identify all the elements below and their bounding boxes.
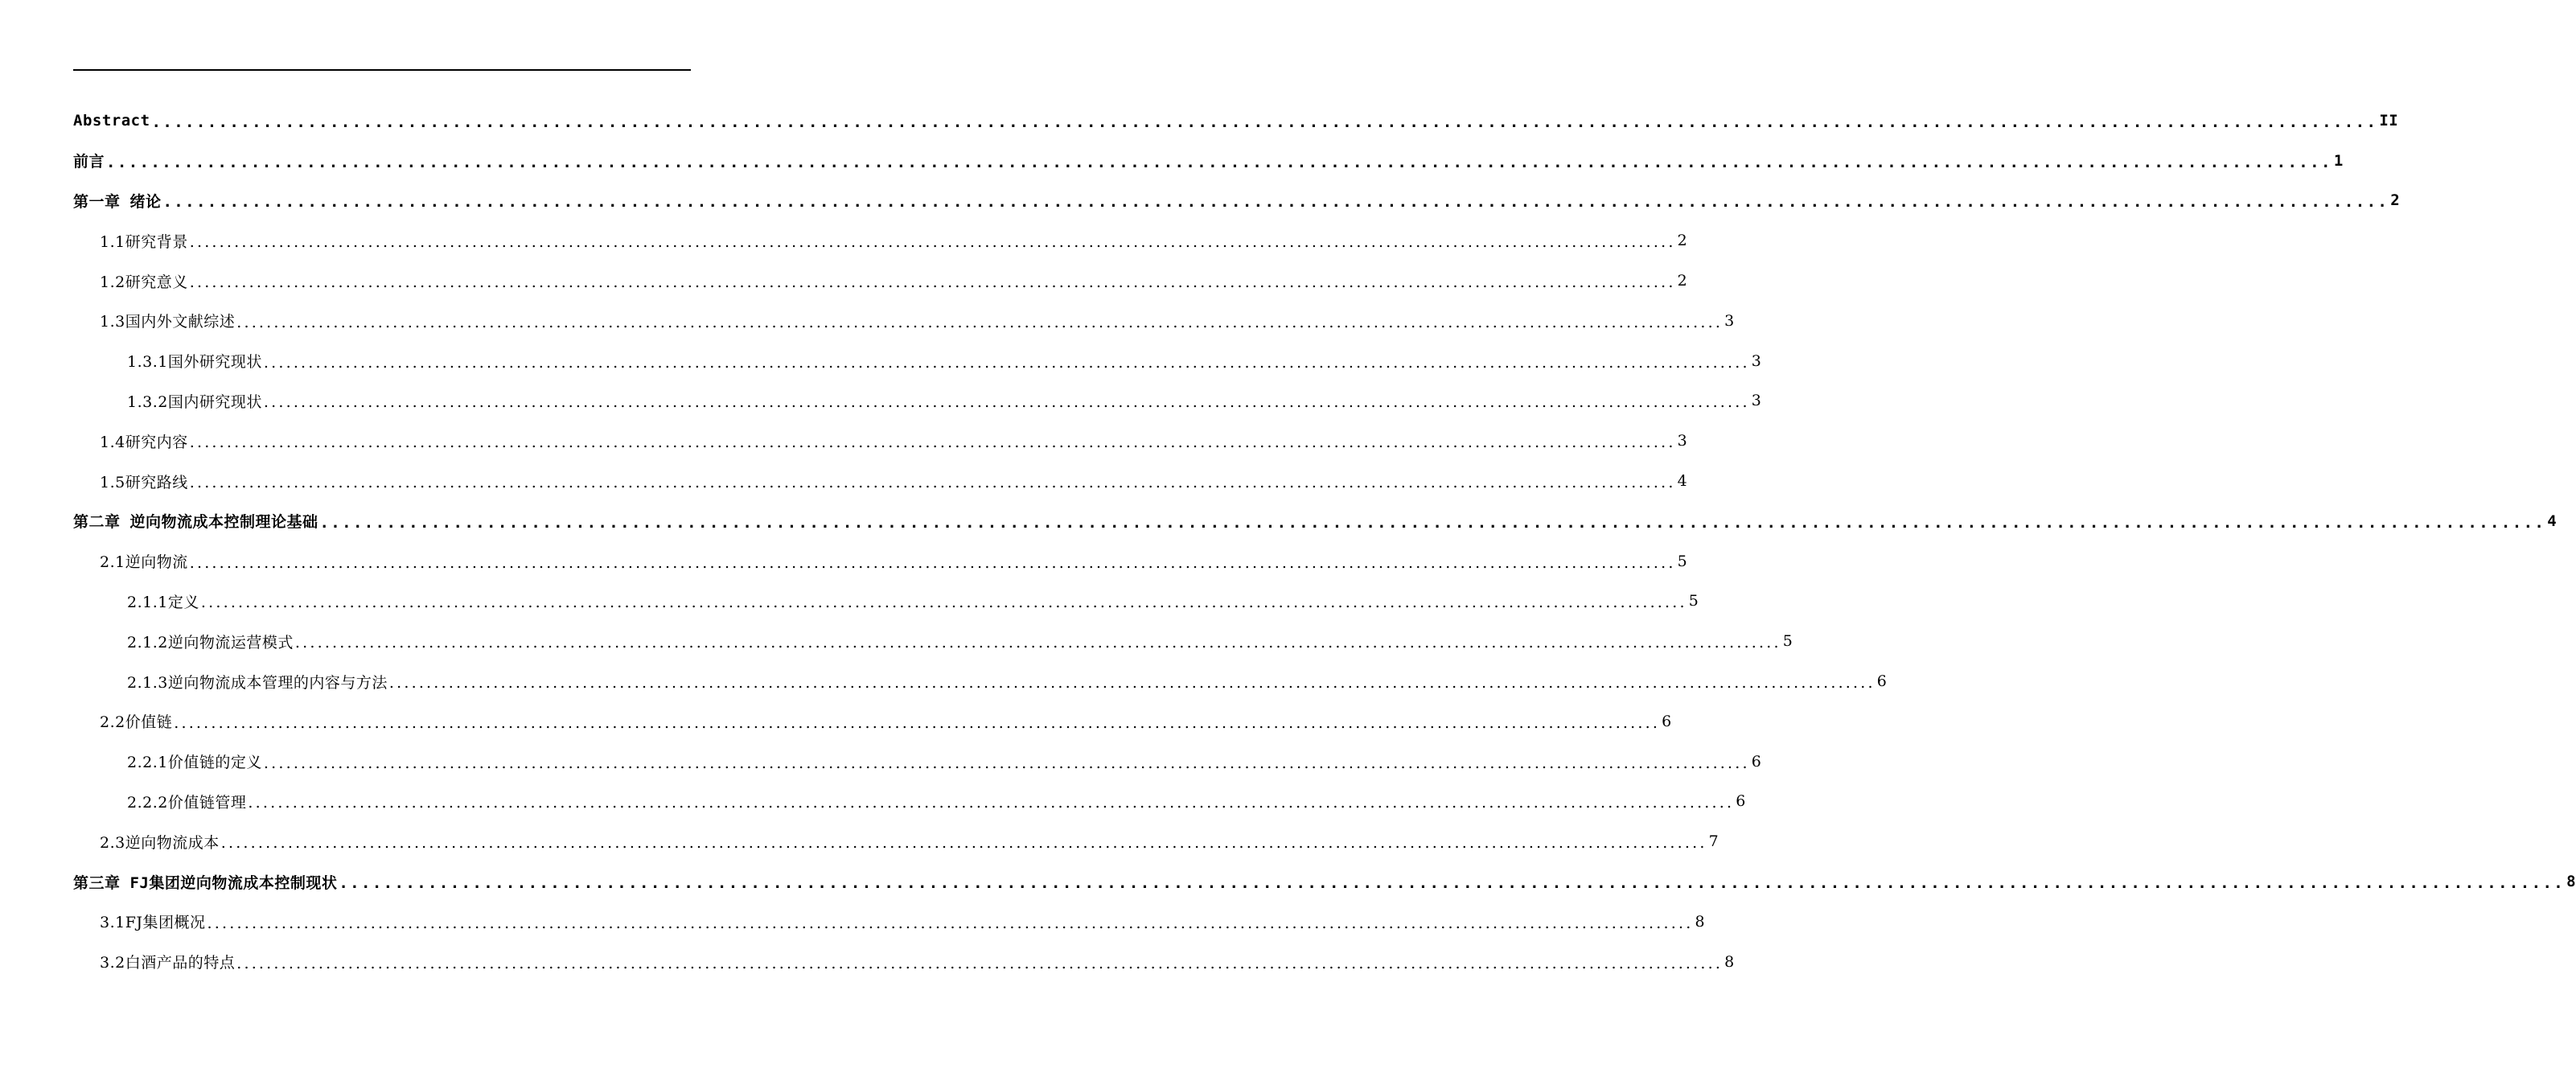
toc-entry-title: 2.2价值链: [100, 713, 173, 732]
toc-dot-leader: ........................................................................................................................................................................................................: [207, 914, 1694, 932]
toc-dot-leader: ........................................................................................................................................................................................................: [220, 834, 1707, 853]
toc-entry-page-number: 6: [1751, 752, 1762, 771]
toc-entry-page-number: 5: [1677, 552, 1688, 570]
toc-entry-page-number: 6: [1662, 712, 1672, 730]
toc-entry-page-number: 2: [1677, 232, 1688, 250]
toc-entry-title: 1.2研究意义: [100, 273, 188, 291]
toc-entry[interactable]: [0, 742, 1762, 782]
toc-dot-leader: ........................................................................................................................................................................................................: [236, 954, 1723, 972]
toc-entry-title: 3.1FJ集团概况: [100, 914, 206, 932]
toc-dot-leader: ........................................................................................................................................................................................................: [189, 434, 1676, 452]
toc-entry[interactable]: [0, 782, 1746, 822]
toc-entry[interactable]: [0, 461, 1688, 501]
toc-entry-title: 1.3国内外文献综述: [100, 313, 236, 331]
toc-entry-title: 前言: [73, 153, 105, 171]
toc-entry-page-number: 3: [1677, 432, 1688, 450]
toc-entry-page-number: 2: [2390, 191, 2401, 210]
toc-entry-page-number: 6: [1736, 792, 1746, 811]
toc-dot-leader: ........................................................................................................................................................................................................: [151, 113, 2378, 131]
toc-entry-title: 第三章 FJ集团逆向物流成本控制现状: [73, 873, 338, 892]
toc-entry[interactable]: [0, 541, 1688, 582]
toc-entry-page-number: 8: [2566, 873, 2576, 891]
toc-entry[interactable]: [0, 701, 1672, 742]
toc-dot-leader: ........................................................................................................................................................................................................: [189, 273, 1676, 291]
toc-entry-page-number: 7: [1708, 832, 1719, 851]
toc-entry-title: 1.5研究路线: [100, 473, 188, 491]
toc-dot-leader: ........................................................................................................................................................................................................: [263, 754, 1750, 772]
toc-dot-leader: ........................................................................................................................................................................................................: [189, 473, 1676, 491]
toc-dot-leader: ........................................................................................................................................................................................................: [174, 713, 1661, 732]
toc-dot-leader: ........................................................................................................................................................................................................: [248, 794, 1735, 812]
toc-dot-leader: ........................................................................................................................................................................................................: [162, 193, 2389, 212]
toc-entry-title: 第二章 逆向物流成本控制理论基础: [73, 513, 318, 532]
toc-entry[interactable]: [0, 181, 2401, 221]
toc-entry-title: 1.3.2国内研究现状: [127, 393, 262, 411]
toc-dot-leader: ........................................................................................................................................................................................................: [294, 634, 1781, 652]
toc-entry-page-number: 3: [1751, 351, 1762, 370]
toc-entry[interactable]: [0, 861, 2576, 902]
toc-entry-title: Abstract: [73, 111, 150, 129]
toc-entry-page-number: 5: [1782, 632, 1793, 651]
toc-entry[interactable]: [0, 220, 1688, 261]
toc-entry-title: 第一章 绪论: [73, 192, 162, 211]
toc-entry[interactable]: [0, 101, 2399, 141]
toc-entry-title: 2.3逆向物流成本: [100, 833, 220, 852]
toc-entry-page-number: 4: [1677, 472, 1688, 491]
toc-entry[interactable]: [0, 582, 1699, 622]
toc-entry[interactable]: [0, 621, 1793, 661]
toc-entry-page-number: 8: [1724, 952, 1735, 971]
toc-entry-page-number: 5: [1688, 592, 1699, 610]
toc-entry[interactable]: [0, 341, 1762, 381]
toc-entry-title: 2.2.1价值链的定义: [127, 754, 262, 772]
toc-entry[interactable]: [0, 381, 1762, 421]
toc-dot-leader: ........................................................................................................................................................................................................: [388, 673, 1876, 692]
toc-entry-title: 1.4研究内容: [100, 433, 188, 451]
toc-entry[interactable]: [0, 261, 1688, 301]
toc-entry[interactable]: [0, 661, 1888, 701]
table-of-contents: [0, 101, 2576, 982]
toc-entry[interactable]: [0, 421, 1688, 461]
toc-dot-leader: ........................................................................................................................................................................................................: [263, 393, 1750, 412]
toc-dot-leader: ........................................................................................................................................................................................................: [319, 513, 2546, 532]
toc-entry-page-number: 1: [2333, 151, 2344, 170]
toc-dot-leader: ........................................................................................................................................................................................................: [263, 353, 1750, 372]
toc-dot-leader: ........................................................................................................................................................................................................: [189, 553, 1676, 572]
toc-entry-title: 1.1研究背景: [100, 232, 188, 251]
toc-entry-title: 1.3.1国外研究现状: [127, 353, 262, 372]
toc-entry-page-number: 3: [1751, 392, 1762, 410]
toc-entry[interactable]: [0, 301, 1735, 341]
toc-dot-leader: ........................................................................................................................................................................................................: [200, 594, 1687, 612]
toc-entry-page-number: 2: [1677, 272, 1688, 290]
toc-entry-title: 2.1.1定义: [127, 593, 199, 611]
toc-dot-leader: ........................................................................................................................................................................................................: [189, 233, 1676, 252]
toc-entry-page-number: 8: [1695, 912, 1706, 931]
header-rule: [73, 69, 691, 71]
toc-entry[interactable]: [0, 141, 2344, 181]
toc-entry-title: 3.2白酒产品的特点: [100, 954, 236, 972]
toc-entry-title: 2.1.3逆向物流成本管理的内容与方法: [127, 673, 388, 692]
toc-entry-page-number: 3: [1724, 311, 1735, 330]
toc-entry[interactable]: [0, 821, 1719, 861]
toc-entry[interactable]: [0, 902, 1706, 942]
toc-entry-title: 2.1逆向物流: [100, 553, 188, 572]
toc-entry-page-number: 4: [2547, 512, 2558, 530]
toc-dot-leader: ........................................................................................................................................................................................................: [106, 153, 2332, 171]
toc-entry-title: 2.1.2逆向物流运营模式: [127, 633, 294, 651]
toc-entry-page-number: II: [2379, 111, 2399, 129]
toc-entry[interactable]: [0, 501, 2558, 541]
toc-entry[interactable]: [0, 942, 1735, 982]
toc-dot-leader: ........................................................................................................................................................................................................: [339, 873, 2566, 892]
toc-entry-page-number: 6: [1876, 672, 1888, 691]
toc-entry-title: 2.2.2价值链管理: [127, 793, 247, 812]
toc-dot-leader: ........................................................................................................................................................................................................: [236, 313, 1723, 331]
